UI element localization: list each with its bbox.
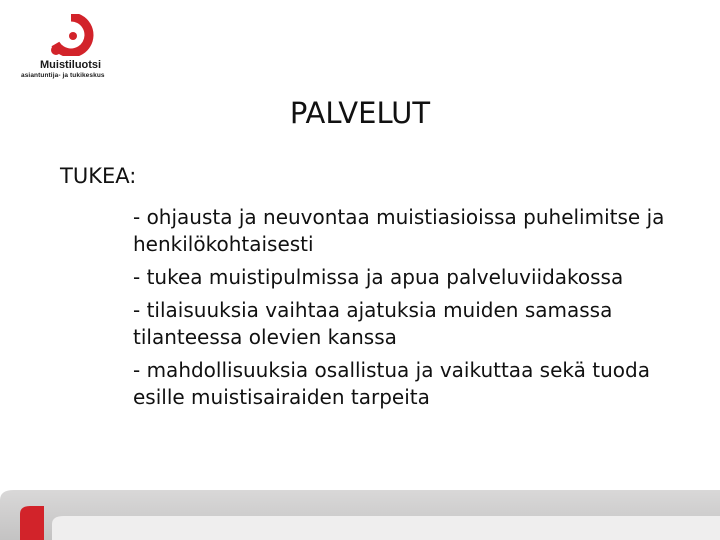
logo-subtitle: asiantuntija- ja tukikeskus xyxy=(21,72,105,79)
slide-subheading: TUKEA: xyxy=(60,164,137,188)
service-list xyxy=(133,204,693,417)
logo-mark-icon xyxy=(47,14,95,56)
decorative-bottom-band xyxy=(0,488,720,540)
logo-name: Muistiluotsi xyxy=(40,59,102,71)
slide-title xyxy=(0,96,720,130)
list-item: - mahdollisuuksia osallistua ja vaikuttaa sekä tuoda esille muistisairaiden tarpeita xyxy=(133,358,650,409)
logo xyxy=(18,14,118,79)
slide-title-text: PALVELUT xyxy=(289,96,431,130)
list-item: - tukea muistipulmissa ja apua palveluviidakossa xyxy=(133,265,624,289)
list-item: - tilaisuuksia vaihtaa ajatuksia muiden samassa tilanteessa olevien kanssa xyxy=(133,298,613,349)
list-item: - ohjausta ja neuvontaa muistiasioissa puhelimitse ja henkilökohtaisesti xyxy=(133,205,665,256)
